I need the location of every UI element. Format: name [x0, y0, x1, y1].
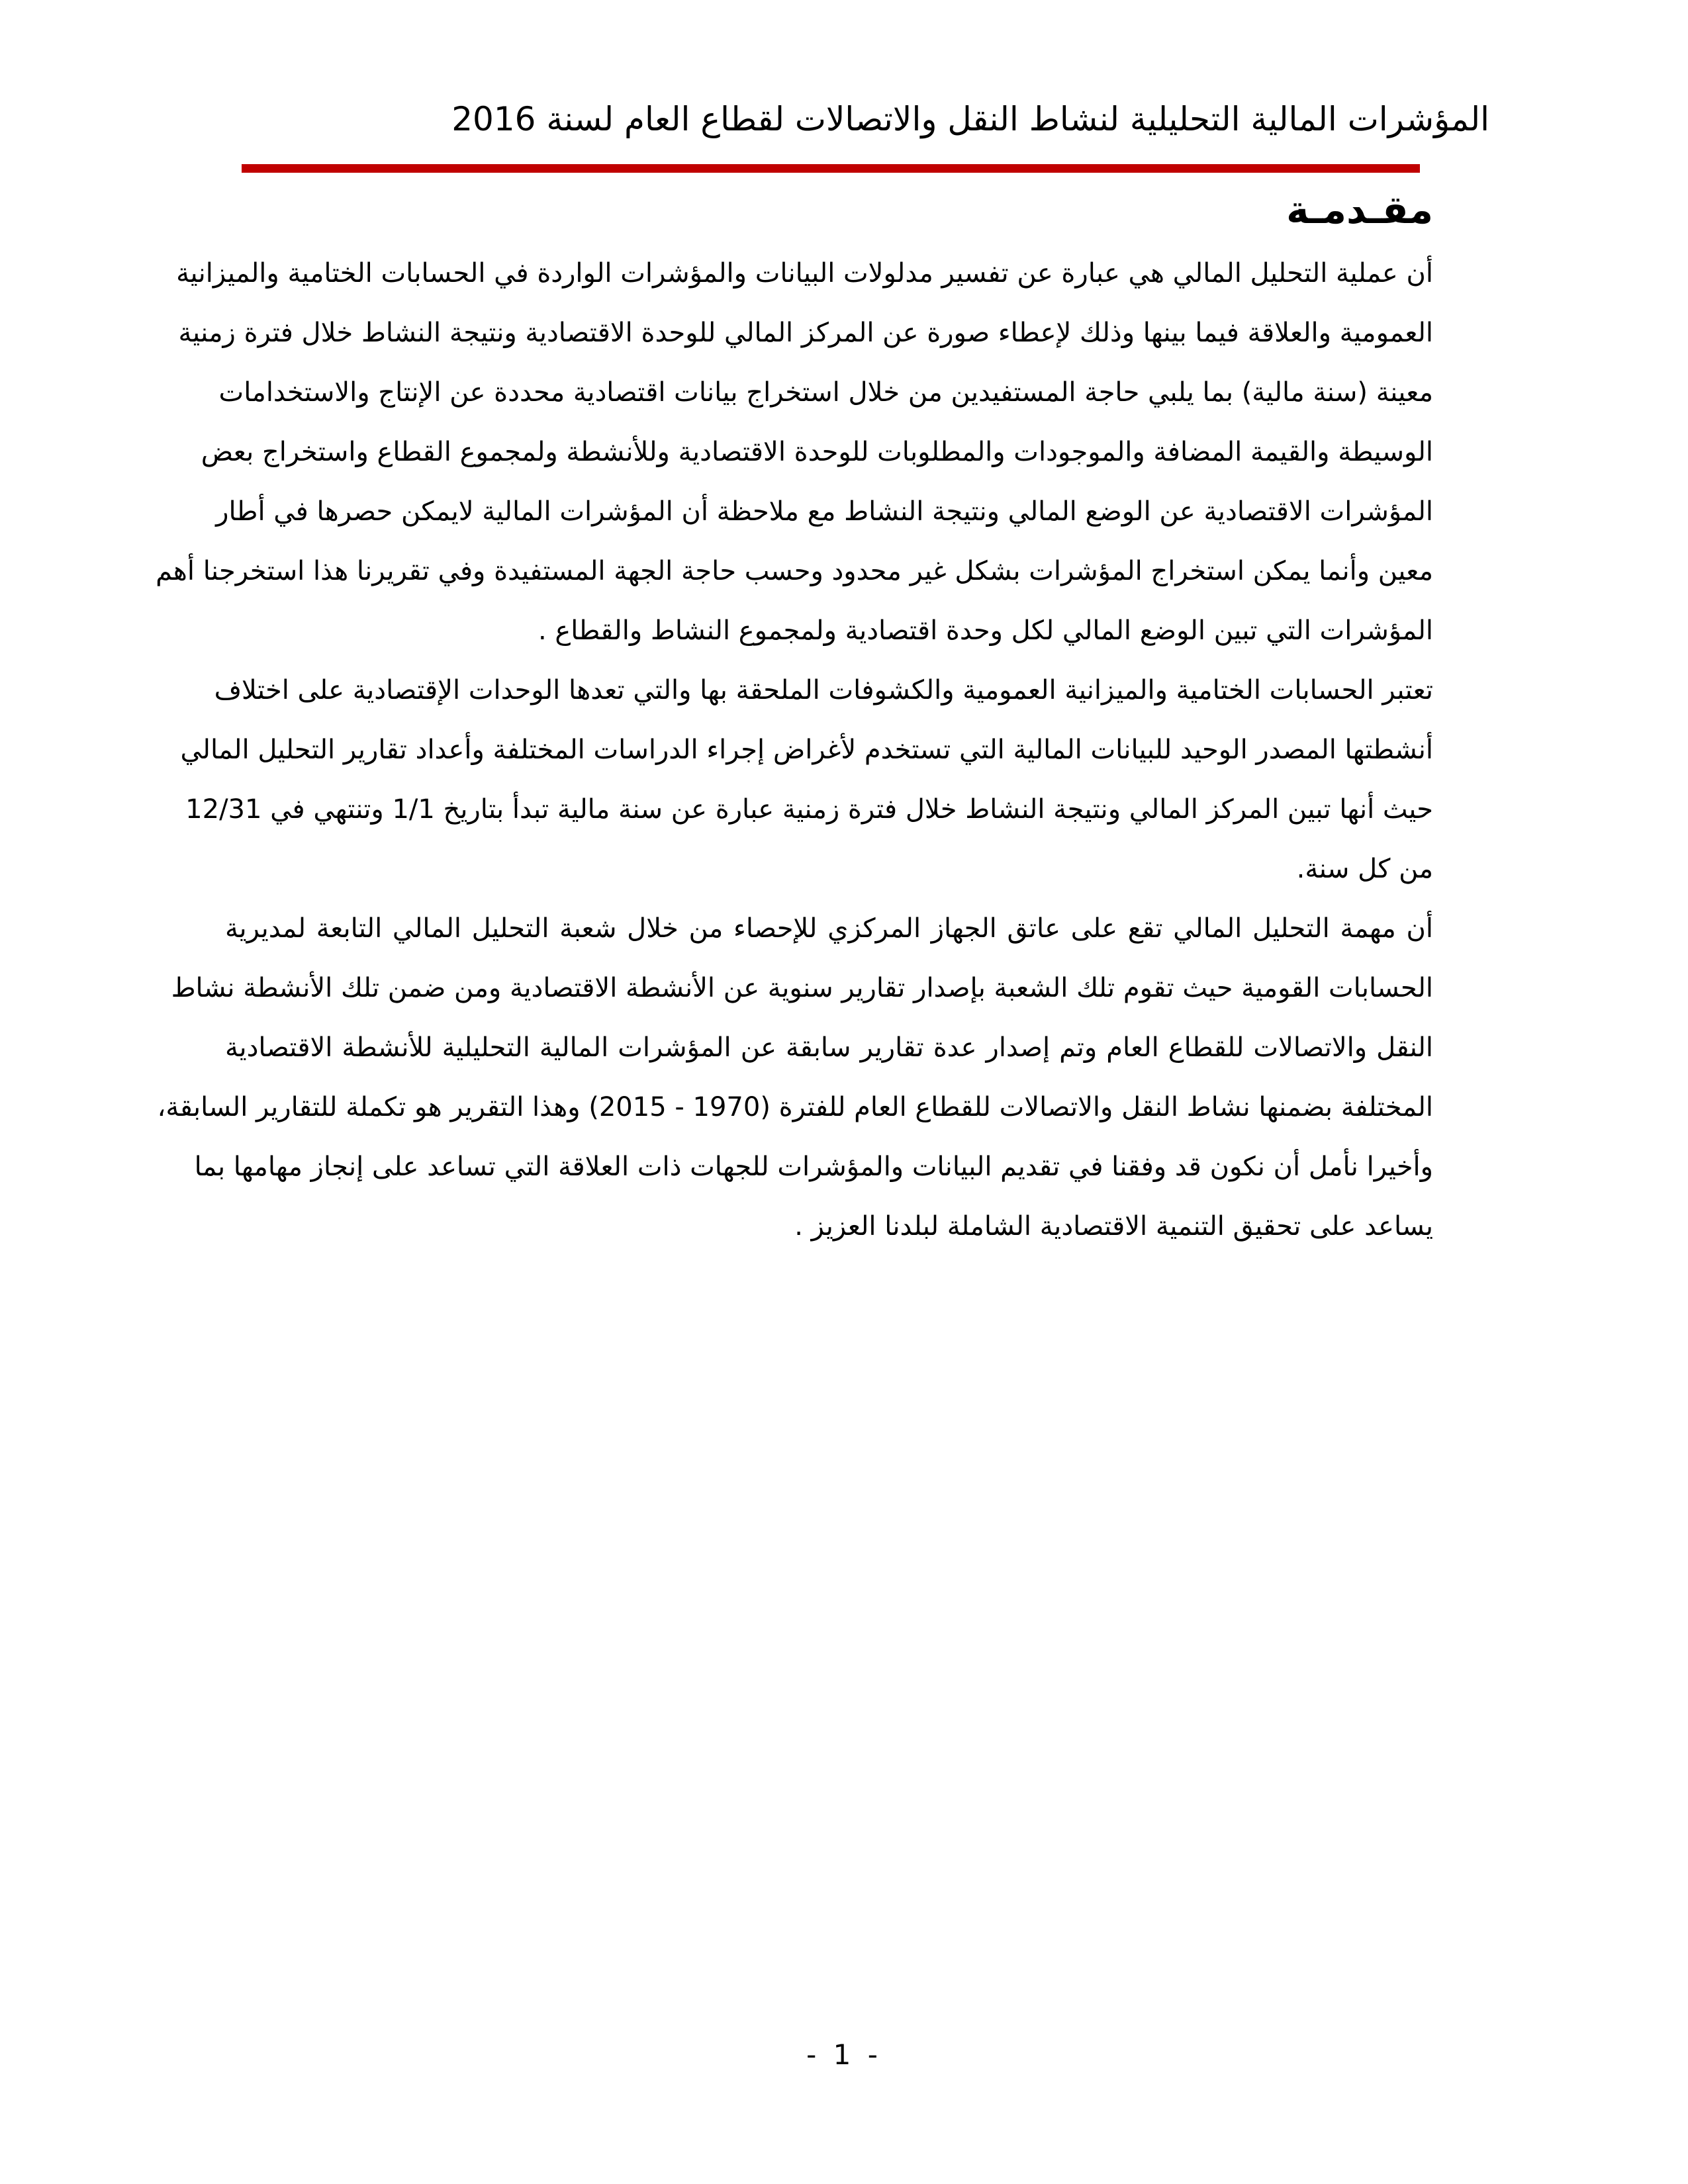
- paragraph-line: معينة (سنة مالية) بما يلبي حاجة المستفيدين من خلال استخراج بيانات اقتصادية محددة عن الإنتاج والاستخدامات: [218, 377, 1433, 408]
- paragraph: [157, 899, 1433, 1256]
- paragraph-line: تعتبر الحسابات الختامية والميزانية العمومية والكشوفات الملحقة بها والتي تعدها الوحدات الإقتصادية على اختلاف: [214, 675, 1433, 705]
- page-footer: [0, 2038, 1688, 2071]
- paragraph-line: حيث أنها تبين المركز المالي ونتيجة النشاط خلال فترة زمنية عبارة عن سنة مالية تبدأ بتاريخ 1/1 وتنتهي في 12/31: [185, 794, 1433, 825]
- paragraph-line: الحسابات القومية حيث تقوم تلك الشعبة بإصدار تقارير سنوية عن الأنشطة الاقتصادية ومن ضمن تلك الأنشطة نشاط: [171, 973, 1433, 1003]
- body-text: [156, 244, 1433, 1256]
- section-heading: مقـدمـة: [1286, 187, 1433, 232]
- paragraph: [156, 244, 1433, 660]
- paragraph-line: أنشطتها المصدر الوحيد للبيانات المالية التي تستخدم لأغراض إجراء الدراسات المختلفة وأعداد تقارير التحليل المالي: [180, 735, 1433, 765]
- paragraph-line: العمومية والعلاقة فيما بينها وذلك لإعطاء صورة عن المركز المالي للوحدة الاقتصادية ونتيجة النشاط خلال فترة زمنية: [178, 318, 1433, 348]
- paragraph-line: المؤشرات الاقتصادية عن الوضع المالي ونتيجة النشاط مع ملاحظة أن المؤشرات المالية لايمكن حصرها في أطار: [216, 496, 1433, 527]
- paragraph-line: يساعد على تحقيق التنمية الاقتصادية الشاملة لبلدنا العزيز .: [794, 1211, 1433, 1242]
- paragraph-line: الوسيطة والقيمة المضافة والموجودات والمطلوبات للوحدة الاقتصادية وللأنشطة ولمجموع القطاع واستخراج بعض: [201, 437, 1433, 467]
- paragraph-line: المؤشرات التي تبين الوضع المالي لكل وحدة اقتصادية ولمجموع النشاط والقطاع .: [538, 615, 1433, 646]
- page-number: - 1 -: [806, 2038, 882, 2071]
- paragraph-line: معين وأنما يمكن استخراج المؤشرات بشكل غير محدود وحسب حاجة الجهة المستفيدة وفي تقريرنا هذا استخرجنا أهم: [156, 556, 1433, 586]
- page-header-title: المؤشرات المالية التحليلية لنشاط النقل والاتصالات لقطاع العام لسنة 2016: [451, 100, 1489, 138]
- paragraph-line: من كل سنة.: [1296, 854, 1433, 884]
- paragraph-line: النقل والاتصالات للقطاع العام وتم إصدار عدة تقارير سابقة عن المؤشرات المالية التحليلية للأنشطة الاقتصادية: [225, 1032, 1433, 1063]
- paragraph-line: أن مهمة التحليل المالي تقع على عاتق الجهاز المركزي للإحصاء من خلال شعبة التحليل المالي التابعة لمديرية: [225, 913, 1433, 944]
- paragraph-line: أن عملية التحليل المالي هي عبارة عن تفسير مدلولات البيانات والمؤشرات الواردة في الحسابات الختامية والميزانية: [176, 258, 1433, 289]
- header-rule: [242, 164, 1420, 173]
- paragraph: [180, 660, 1433, 899]
- paragraph-line: المختلفة بضمنها نشاط النقل والاتصالات للقطاع العام للفترة (1970 - 2015) وهذا التقرير هو تكملة للتقارير السابقة،: [157, 1092, 1433, 1122]
- paragraph-line: وأخيرا نأمل أن نكون قد وفقنا في تقديم البيانات والمؤشرات للجهات ذات العلاقة التي تساعد على إنجاز مهامها بما: [194, 1152, 1433, 1182]
